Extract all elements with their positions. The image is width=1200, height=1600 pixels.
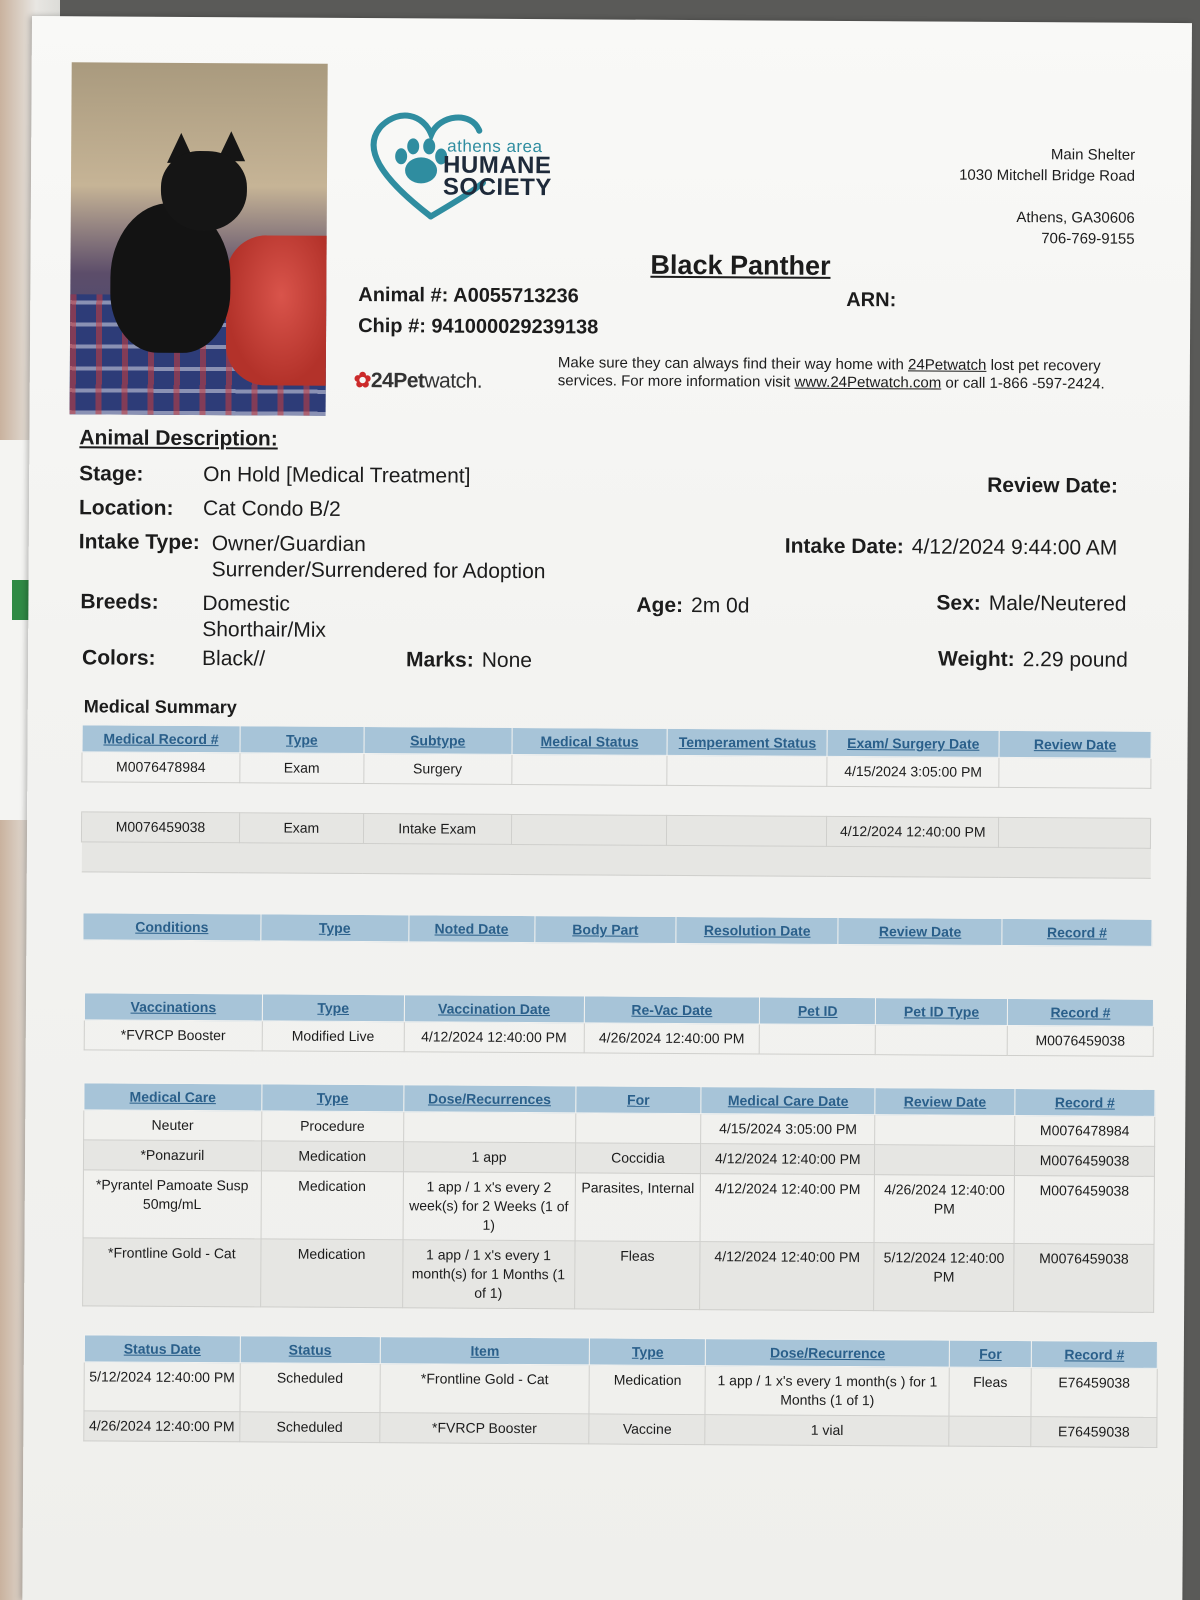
- conditions-table: [82, 912, 1152, 947]
- intake-type-field: [79, 530, 546, 585]
- table-cell: *Frontline Gold - Cat: [380, 1364, 590, 1414]
- location-label: Location:: [78, 496, 174, 520]
- logo-word-society: SOCIETY: [442, 173, 552, 202]
- table-cell: 1 app / 1 x's every 1 month(s ) for 1 Months (1 of 1): [705, 1366, 949, 1416]
- table-cell: Scheduled: [240, 1363, 380, 1413]
- table-row: [83, 1170, 1154, 1245]
- table-row: [84, 1411, 1157, 1448]
- medical-summary-title: Medical Summary: [83, 696, 237, 718]
- table-cell: 4/12/2024 12:40:00 PM: [827, 816, 999, 847]
- column-header[interactable]: Record #: [1015, 1089, 1155, 1117]
- promo-text: lost pet recovery services. For more information visit: [557, 356, 1101, 391]
- location-field: [79, 496, 341, 522]
- column-header[interactable]: Type: [240, 726, 364, 754]
- age-value: 2m 0d: [691, 594, 750, 618]
- weight-label: Weight:: [938, 647, 1015, 672]
- column-header[interactable]: For: [575, 1086, 701, 1114]
- table-cell: Scheduled: [240, 1412, 380, 1443]
- marks-field: [406, 648, 532, 673]
- marks-value: None: [481, 648, 533, 673]
- colors-field: [82, 646, 265, 671]
- table-cell: [875, 1115, 1015, 1146]
- table-cell: Medication: [260, 1239, 402, 1308]
- column-header[interactable]: Type: [590, 1338, 706, 1366]
- column-header[interactable]: Pet ID Type: [876, 998, 1008, 1026]
- table-cell: Exam: [239, 813, 363, 844]
- table-cell: Fleas: [949, 1367, 1031, 1416]
- address-line: Main Shelter: [1050, 146, 1136, 164]
- table-cell: [999, 817, 1151, 848]
- table-spacer-row: [81, 842, 1150, 879]
- shelter-address: [959, 144, 1136, 250]
- sex-value: Male/Neutered: [988, 591, 1127, 616]
- breeds-line: Domestic: [202, 592, 291, 616]
- table-cell: M0076459038: [1014, 1146, 1154, 1177]
- table-cell: M0076459038: [81, 812, 239, 843]
- petwatch-logo-word: watch.: [424, 369, 483, 393]
- column-header[interactable]: Temperament Status: [667, 728, 827, 756]
- table-cell: Procedure: [261, 1111, 403, 1142]
- animal-photo: [70, 62, 328, 416]
- arn-label: ARN:: [846, 288, 897, 312]
- table-cell: 1 vial: [705, 1415, 949, 1446]
- photo-food-bowl: [226, 235, 328, 386]
- petwatch-link[interactable]: 24Petwatch: [907, 356, 987, 374]
- table-cell: Medication: [261, 1171, 403, 1240]
- review-date-field: [987, 474, 1118, 499]
- logo-text-big: [442, 151, 552, 202]
- column-header[interactable]: Type: [261, 914, 409, 942]
- sex-label: Sex:: [936, 591, 981, 615]
- table-cell: [667, 755, 827, 786]
- table-cell: 4/12/2024 12:40:00 PM: [700, 1242, 874, 1311]
- column-header[interactable]: Review Date: [838, 917, 1002, 945]
- intake-type-label: Intake Type:: [78, 530, 200, 555]
- column-header[interactable]: Exam/ Surgery Date: [827, 729, 999, 757]
- table-cell: Exam: [240, 753, 364, 784]
- column-header[interactable]: Body Part: [534, 916, 676, 944]
- table-cell: 4/12/2024 12:40:00 PM: [700, 1174, 874, 1243]
- table-cell: [81, 842, 1150, 879]
- table-cell: [667, 815, 827, 846]
- table-cell: 5/12/2024 12:40:00 PM: [874, 1243, 1014, 1312]
- medical-summary-table: [81, 724, 1152, 879]
- intake-type-value: [212, 531, 546, 585]
- table-cell: M0076478984: [82, 752, 240, 783]
- table-cell: Vaccine: [589, 1414, 705, 1445]
- column-header[interactable]: Record #: [1031, 1341, 1157, 1369]
- table-row: [84, 1362, 1157, 1418]
- table-cell: [949, 1416, 1031, 1446]
- breeds-label: Breeds:: [80, 590, 159, 614]
- chip-number: 941000029239138: [431, 315, 599, 339]
- column-header[interactable]: Medical Status: [512, 727, 668, 755]
- column-header[interactable]: Re-Vac Date: [584, 996, 760, 1024]
- age-field: [636, 594, 749, 619]
- table-cell: [760, 1024, 876, 1055]
- animal-description-title: Animal Description:: [79, 426, 278, 451]
- column-header[interactable]: Pet ID: [760, 997, 876, 1025]
- address-gap: [959, 186, 1135, 208]
- stage-label: Stage:: [79, 462, 144, 486]
- document-page: [22, 16, 1192, 1600]
- table-row: [84, 1020, 1153, 1057]
- logo-word-humane: HUMANE: [443, 151, 552, 180]
- table-cell: 4/15/2024 3:05:00 PM: [827, 756, 999, 787]
- animal-name: Black Panther: [650, 249, 831, 281]
- table-cell: 4/12/2024 12:40:00 PM: [404, 1022, 584, 1053]
- intake-type-line: Surrender/Surrendered for Adoption: [211, 558, 546, 584]
- breeds-value: [202, 591, 326, 644]
- table-cell: 4/12/2024 12:40:00 PM: [701, 1144, 875, 1175]
- marks-label: Marks:: [406, 648, 474, 672]
- table-header-row: [83, 913, 1152, 947]
- table-cell: Intake Exam: [363, 814, 511, 845]
- table-cell: 1 app / 1 x's every 1 month(s) for 1 Months (1 of 1): [402, 1240, 574, 1309]
- column-header[interactable]: Record #: [1007, 998, 1153, 1026]
- table-cell: *Frontline Gold - Cat: [83, 1238, 261, 1307]
- breeds-line: Shorthair/Mix: [202, 618, 327, 642]
- table-cell: 5/12/2024 12:40:00 PM: [84, 1362, 240, 1412]
- review-date-label: Review Date:: [987, 473, 1118, 498]
- phone-number: 706-769-9155: [1041, 230, 1135, 248]
- logo-text-small: athens area: [447, 136, 543, 157]
- column-header[interactable]: Status: [240, 1336, 380, 1364]
- intake-date-label: Intake Date:: [784, 534, 904, 559]
- column-header[interactable]: Noted Date: [409, 915, 535, 943]
- table-cell: [511, 814, 667, 845]
- table-cell: *FVRCP Booster: [379, 1413, 589, 1444]
- table-cell: *Ponazuril: [83, 1140, 261, 1171]
- table-cell: M0076459038: [1014, 1176, 1154, 1245]
- table-cell: M0076459038: [1007, 1025, 1153, 1056]
- vaccinations-table: [84, 992, 1154, 1057]
- column-header[interactable]: Record #: [1002, 918, 1152, 946]
- column-header[interactable]: Review Date: [999, 730, 1151, 758]
- intake-date-field: [785, 535, 1118, 561]
- column-header[interactable]: Type: [262, 994, 404, 1022]
- location-value: Cat Condo B/2: [202, 497, 341, 521]
- table-cell: [403, 1112, 575, 1143]
- table-cell: [875, 1025, 1007, 1056]
- medical-care-table: [82, 1082, 1155, 1313]
- sex-field: [936, 592, 1126, 617]
- column-header[interactable]: Medical Care Date: [701, 1087, 875, 1115]
- column-header[interactable]: Dose/Recurrence: [706, 1339, 950, 1367]
- weight-field: [938, 648, 1128, 673]
- humane-society-logo: [361, 108, 582, 229]
- table-cell: E76459038: [1031, 1368, 1157, 1418]
- column-header[interactable]: Medical Record #: [82, 725, 240, 753]
- breeds-field: [80, 590, 326, 643]
- column-header[interactable]: Review Date: [875, 1088, 1015, 1116]
- table-cell: [875, 1145, 1015, 1176]
- table-cell: 4/15/2024 3:05:00 PM: [701, 1114, 875, 1145]
- table-cell: 4/26/2024 12:40:00 PM: [84, 1411, 240, 1442]
- promo-text: or call 1-866 -597-2424.: [941, 374, 1105, 393]
- column-header[interactable]: Subtype: [364, 727, 512, 755]
- table-cell: Modified Live: [262, 1021, 404, 1052]
- age-label: Age:: [636, 593, 684, 617]
- colors-value: Black//: [202, 647, 266, 671]
- column-header[interactable]: Conditions: [83, 913, 261, 941]
- column-header[interactable]: Item: [380, 1337, 590, 1365]
- table-cell: 4/26/2024 12:40:00 PM: [584, 1023, 760, 1054]
- chip-number-label: Chip #:: [358, 314, 426, 338]
- table-cell: [999, 757, 1151, 788]
- column-header[interactable]: Dose/Recurrences: [403, 1085, 575, 1113]
- table-cell: 1 app / 1 x's every 2 week(s) for 2 Weeks (1 of 1): [403, 1172, 575, 1241]
- table-cell: Surgery: [364, 754, 512, 785]
- table-cell: *Pyrantel Pamoate Susp 50mg/mL: [83, 1170, 261, 1239]
- table-cell: E76459038: [1031, 1417, 1157, 1448]
- table-cell: Neuter: [84, 1110, 262, 1141]
- animal-number-label: Animal #:: [358, 283, 449, 307]
- address-line: Athens, GA30606: [1016, 209, 1135, 227]
- table-cell: [511, 754, 667, 785]
- petwatch-promo: [558, 354, 1148, 394]
- table-cell: *FVRCP Booster: [84, 1020, 262, 1051]
- table-row: [83, 1238, 1154, 1313]
- petwatch-logo-num: 24Pet: [370, 369, 425, 393]
- table-cell: Coccidia: [575, 1143, 701, 1174]
- column-header[interactable]: Vaccinations: [84, 993, 262, 1021]
- photo-cat-head: [161, 151, 247, 232]
- table-cell: M0076478984: [1015, 1116, 1155, 1147]
- table-cell: Fleas: [574, 1241, 700, 1310]
- column-header[interactable]: Vaccination Date: [404, 995, 584, 1023]
- animal-ids: [358, 280, 599, 343]
- column-header[interactable]: For: [949, 1340, 1031, 1368]
- table-cell: Parasites, Internal: [575, 1173, 701, 1242]
- table-cell: [575, 1113, 701, 1144]
- weight-value: 2.29 pound: [1022, 648, 1128, 672]
- table-cell: M0076459038: [1014, 1244, 1154, 1313]
- table-cell: 4/26/2024 12:40:00 PM: [874, 1175, 1014, 1244]
- intake-type-line: Owner/Guardian: [211, 532, 366, 557]
- stage-field: [79, 462, 470, 488]
- paw-icon: ✿: [353, 368, 371, 393]
- colors-label: Colors:: [82, 646, 156, 670]
- animal-number: A0055713236: [453, 284, 579, 308]
- column-header[interactable]: Type: [262, 1084, 404, 1112]
- address-line: 1030 Mitchell Bridge Road: [959, 166, 1136, 185]
- status-table: [83, 1334, 1158, 1448]
- petwatch-url-link[interactable]: www.24Petwatch.com: [794, 373, 942, 392]
- petwatch-logo: [354, 368, 483, 394]
- table-cell: Medication: [261, 1141, 403, 1172]
- promo-text: Make sure they can always find their way home with: [557, 354, 909, 374]
- column-header[interactable]: Resolution Date: [676, 916, 838, 944]
- stage-value: On Hold [Medical Treatment]: [203, 463, 471, 488]
- column-header[interactable]: Status Date: [84, 1335, 240, 1363]
- intake-date-value: 4/12/2024 9:44:00 AM: [911, 535, 1118, 560]
- column-header[interactable]: Medical Care: [84, 1083, 262, 1111]
- table-cell: Medication: [589, 1365, 705, 1415]
- table-cell: 1 app: [403, 1142, 575, 1173]
